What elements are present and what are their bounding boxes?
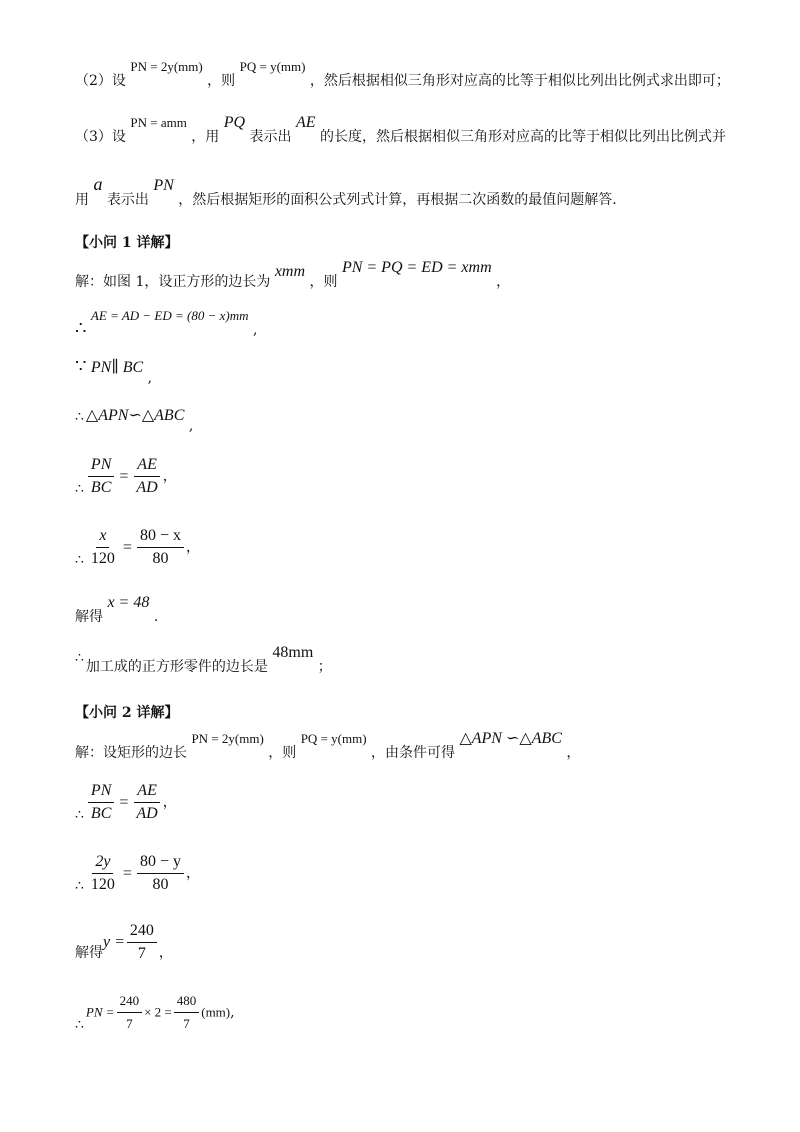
s1-ratio-line — [75, 456, 177, 497]
s1-comma2: , — [252, 322, 258, 338]
denominator: 7 — [126, 1016, 133, 1031]
s1-comma4: , — [188, 418, 194, 434]
q3-label: （3）设 — [75, 129, 126, 145]
denominator: 120 — [90, 876, 115, 893]
heading-part2: 【小问 2 详解】 — [75, 705, 179, 721]
comma: ， — [162, 794, 177, 811]
numerator: AE — [134, 782, 160, 803]
s1-eq1: PN = PQ = ED = xmm — [341, 259, 492, 276]
numerator: AE — [134, 456, 160, 477]
fraction-ae-ad — [133, 456, 160, 497]
s2-cond: ，由条件可得 — [371, 745, 455, 761]
s2-intro: 解：设矩形的边长 — [75, 745, 187, 761]
s2-pn-line — [75, 992, 235, 1033]
s1-parallel: PN∥ BC — [90, 359, 144, 376]
s1-conclusion-line — [75, 644, 332, 676]
denominator: 80 — [152, 876, 169, 893]
period: . — [153, 609, 159, 625]
numerator: 80 − y — [137, 853, 184, 874]
q3-t2: 表示出 — [249, 129, 292, 145]
s2-pq-formula: PQ = y(mm) — [300, 731, 367, 746]
therefore-symbol: ∴ — [75, 807, 84, 823]
heading-part1: 【小问 1 详解】 — [75, 235, 179, 251]
numerator: PN — [88, 782, 114, 803]
pn-equals: PN = — [85, 1004, 115, 1020]
therefore-symbol: ∴ — [75, 481, 84, 497]
s1-intro: 解：如图 1，设正方形的边长为 — [75, 274, 271, 290]
unit-mm: (mm) — [201, 1004, 231, 1020]
comma: ， — [185, 539, 200, 556]
analysis-q3-line2 — [75, 174, 617, 209]
s2-similar: △APN ∽△ABC — [459, 730, 562, 747]
q2-tail: ，然后根据相似三角形对应高的比等于相似比列出比例式求出即可； — [309, 73, 730, 89]
denominator: AD — [136, 805, 158, 822]
numerator: PN — [88, 456, 114, 477]
q3-t3: 的长度，然后根据相似三角形对应高的比等于相似比列出比例式并 — [319, 129, 726, 145]
denominator: BC — [90, 805, 112, 822]
conclusion-text: 加工成的正方形零件的边长是 — [85, 659, 268, 675]
numerator: 240 — [127, 922, 157, 943]
s2-ratio-line — [75, 782, 177, 823]
s1-solve-line — [75, 594, 159, 626]
q3-pn-formula: PN = amm — [130, 115, 187, 130]
comma: ， — [185, 865, 200, 882]
q3-pq: PQ — [223, 114, 246, 131]
s2-then: ，则 — [268, 745, 297, 761]
therefore-symbol: ∴ — [75, 318, 87, 339]
solve-label: 解得 — [75, 609, 103, 625]
s1-then: ，则 — [309, 274, 338, 290]
answer-48mm: 48mm — [272, 644, 314, 661]
fraction-2y-120 — [88, 853, 118, 894]
fraction-x-120 — [88, 527, 118, 568]
therefore-symbol: ∴ — [75, 552, 84, 568]
y-equals: y = — [103, 933, 125, 951]
numerator: 240 — [117, 992, 143, 1013]
s1-parallel-line — [75, 356, 153, 386]
s1-x: xmm — [274, 263, 306, 280]
denominator: AD — [136, 479, 158, 496]
fraction-480-7 — [174, 992, 200, 1033]
equals-sign: = — [119, 467, 129, 485]
semicolon: ； — [317, 659, 332, 675]
comma: ， — [162, 468, 177, 485]
q3-l2a: 用 — [75, 192, 89, 208]
s1-ae-line — [75, 308, 258, 339]
s1-intro-line — [75, 259, 511, 291]
comma: ， — [566, 745, 581, 761]
q3-t1: ，用 — [191, 129, 220, 145]
numerator: 80 − x — [137, 527, 184, 548]
denominator: BC — [90, 479, 112, 496]
because-symbol: ∵ — [75, 356, 87, 377]
s2-solve-line — [75, 922, 173, 963]
s1-similar: △APN∽△ABC — [85, 407, 185, 424]
q3-ae: AE — [295, 114, 316, 131]
s1-similar-line — [75, 405, 194, 434]
fraction-ae-ad — [133, 782, 160, 823]
s1-eq-line — [75, 527, 200, 568]
x-value: x = 48 — [107, 594, 150, 611]
denominator: 120 — [90, 550, 115, 567]
denominator: 7 — [137, 945, 146, 962]
analysis-q3-line1 — [75, 114, 726, 146]
s2-pn-formula: PN = 2y(mm) — [191, 731, 264, 746]
solve-label: 解得 — [75, 944, 103, 961]
therefore-symbol: ∴ — [75, 409, 84, 425]
denominator: 7 — [183, 1016, 190, 1031]
analysis-q2-line — [75, 59, 730, 90]
numerator: x — [96, 527, 109, 548]
fraction-pn-bc — [88, 456, 114, 497]
fraction-80-x — [137, 527, 184, 568]
fraction-240-7 — [127, 922, 157, 963]
q2-mid: ，则 — [207, 73, 236, 89]
s2-intro-line — [75, 730, 581, 762]
fraction-80-y — [137, 853, 184, 894]
times-two: × 2 = — [144, 1004, 172, 1020]
fraction-240-7 — [117, 992, 143, 1033]
s2-eq-line — [75, 853, 200, 894]
s1-comma3: , — [147, 370, 153, 386]
s1-eq2: AE = AD − ED = (80 − x)mm — [90, 308, 249, 323]
comma: ， — [158, 944, 173, 961]
q3-l2c: ，然后根据矩形的面积公式列式计算，再根据二次函数的最值问题解答. — [178, 192, 617, 208]
equals-sign: = — [122, 864, 132, 882]
therefore-symbol: ∴ — [75, 1017, 84, 1033]
q3-a: a — [93, 174, 103, 194]
equals-sign: = — [119, 793, 129, 811]
therefore-symbol: ∴ — [75, 650, 84, 666]
denominator: 80 — [152, 550, 169, 567]
q3-pn: PN — [153, 177, 174, 194]
numerator: 480 — [174, 992, 200, 1013]
q3-l2b: 表示出 — [106, 192, 149, 208]
comma: , — [230, 1004, 235, 1021]
s1-comma1: ， — [496, 274, 511, 290]
therefore-symbol: ∴ — [75, 878, 84, 894]
fraction-pn-bc — [88, 782, 114, 823]
numerator: 2y — [92, 853, 113, 874]
q2-label: （2）设 — [75, 73, 126, 89]
q2-pq-formula: PQ = y(mm) — [239, 59, 306, 74]
equals-sign: = — [122, 538, 132, 556]
q2-pn-formula: PN = 2y(mm) — [130, 59, 203, 74]
